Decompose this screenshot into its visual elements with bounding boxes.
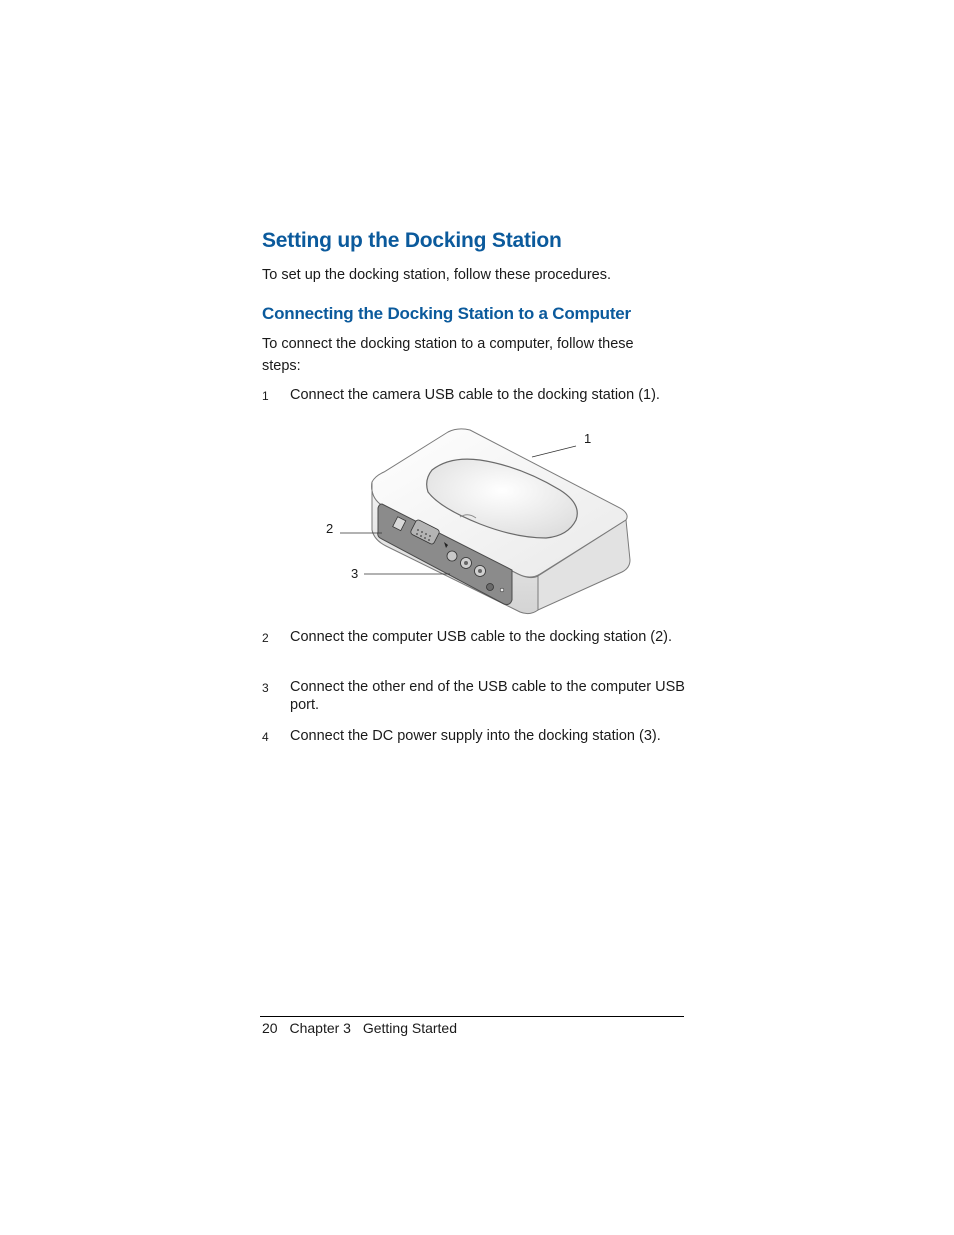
section-intro: To set up the docking station, follow these procedures. — [262, 267, 612, 283]
subsection-intro-line1: To connect the docking station to a computer, follow these — [262, 336, 634, 352]
step-number: 4 — [262, 730, 269, 744]
callout-1: 1 — [584, 431, 592, 446]
subsection-intro-line2: steps: — [262, 358, 301, 374]
step-text: Connect the other end of the USB cable to the computer USB port. — [290, 679, 685, 713]
step-text: Connect the camera USB cable to the docking station (1). — [290, 387, 660, 403]
step-number: 2 — [262, 631, 269, 645]
step-text: Connect the DC power supply into the docking station (3). — [290, 728, 661, 744]
footer-rule — [260, 1016, 684, 1017]
callout-3: 3 — [351, 566, 359, 581]
page-footer — [262, 1020, 465, 1036]
step-text: Connect the computer USB cable to the docking station (2). — [290, 629, 673, 645]
footer-chapter: Chapter 3 — [289, 1020, 351, 1036]
footer-chapter-title: Getting Started — [362, 1020, 458, 1036]
page-number: 20 — [262, 1020, 278, 1036]
docking-station-figure — [320, 420, 650, 620]
subsection-title: Connecting the Docking Station to a Computer — [262, 304, 631, 323]
section-title: Setting up the Docking Station — [262, 229, 562, 252]
callout-2: 2 — [326, 521, 334, 536]
docking-station-illustration — [320, 420, 650, 620]
step-number: 3 — [262, 681, 269, 695]
step-number: 1 — [262, 389, 269, 403]
